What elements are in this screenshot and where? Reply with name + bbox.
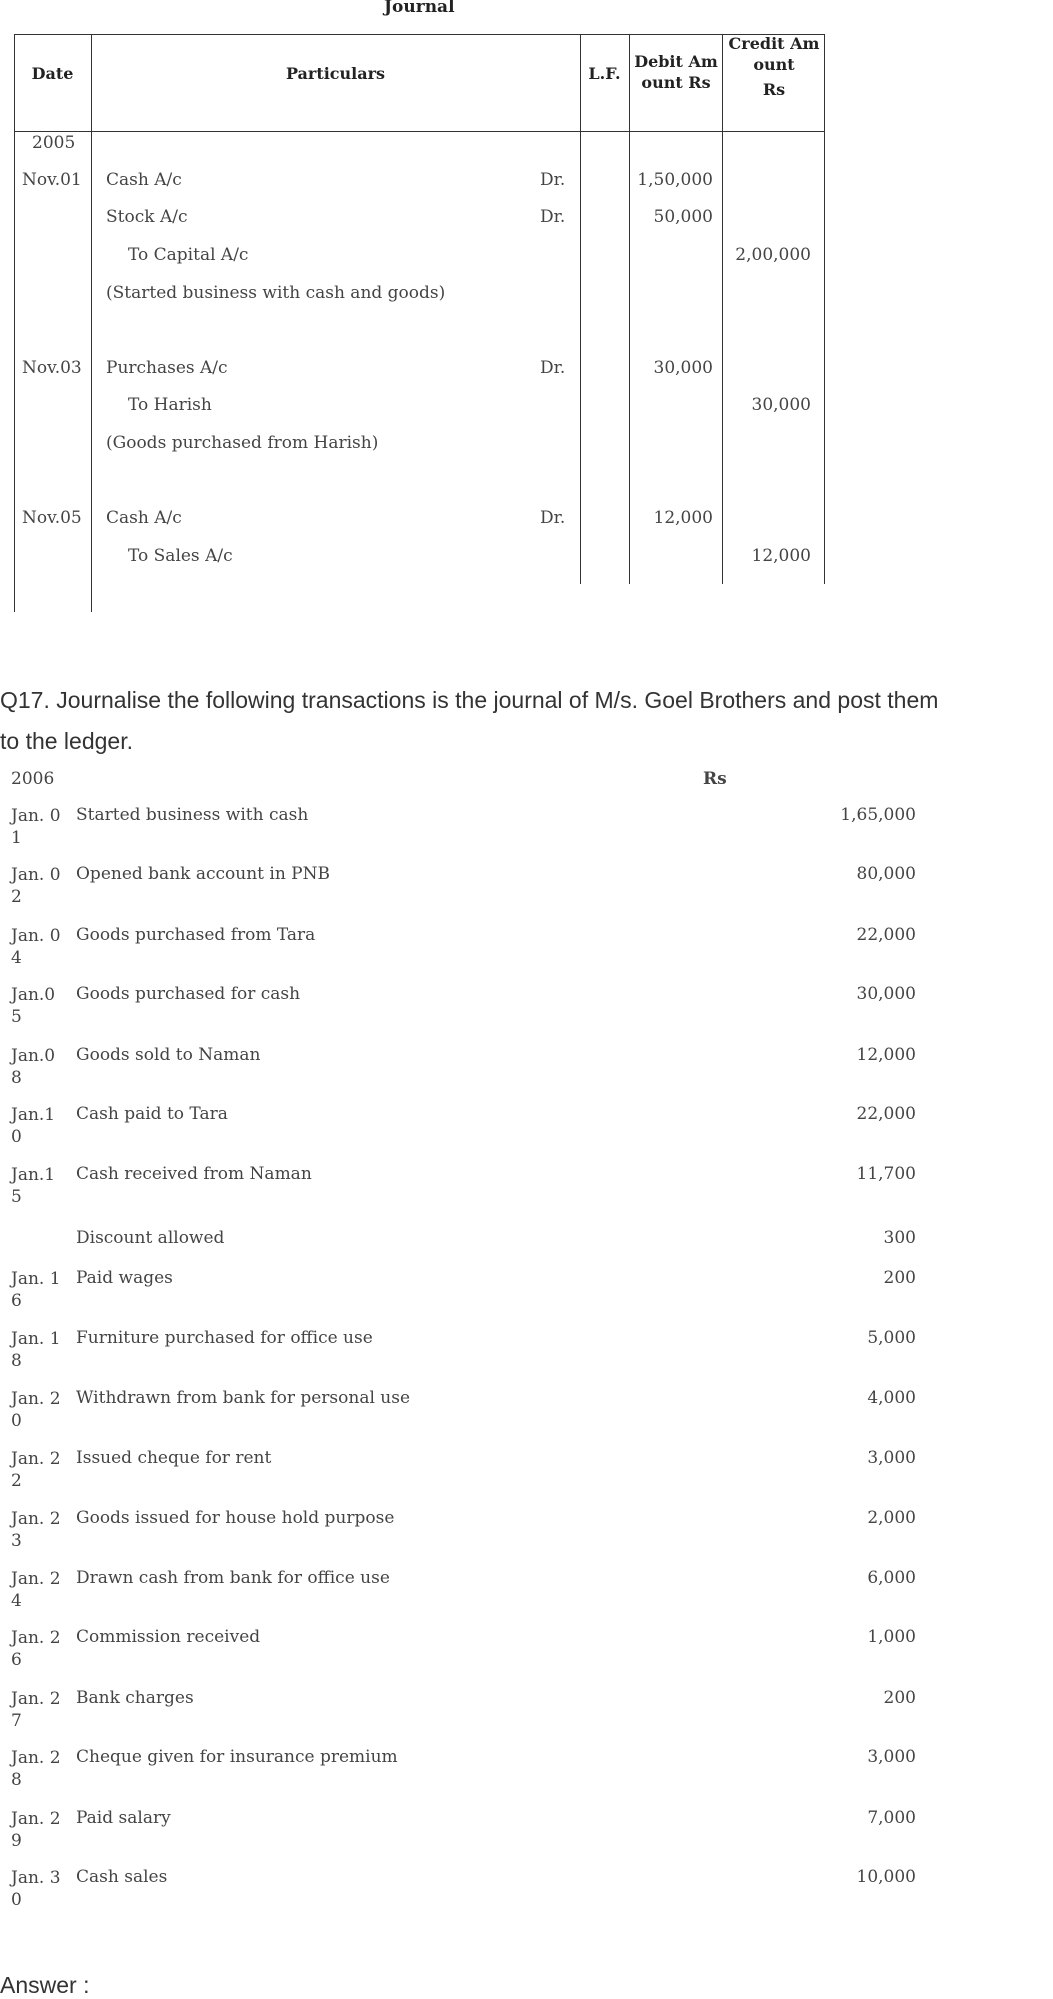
col-divider-date	[91, 34, 92, 612]
transaction-row	[0, 1747, 930, 1790]
transaction-date: Jan.15	[11, 1165, 56, 1207]
transaction-date: Jan. 24	[11, 1569, 61, 1611]
transaction-description: Withdrawn from bank for personal use	[76, 1388, 411, 1408]
transaction-date: Jan.10	[11, 1105, 56, 1147]
transaction-amount: 1,000	[867, 1627, 916, 1647]
transaction-amount: 80,000	[856, 864, 916, 884]
transactions-rs-label: Rs	[703, 769, 727, 789]
transaction-amount: 3,000	[867, 1747, 916, 1767]
journal-title: Journal	[384, 0, 455, 17]
answer-label: Answer :	[0, 1972, 90, 1998]
table-right-border	[824, 34, 825, 584]
transaction-description: Opened bank account in PNB	[76, 864, 330, 884]
transaction-amount: 200	[883, 1268, 916, 1288]
transaction-date: Jan. 26	[11, 1628, 61, 1670]
journal-row-debit: 1,50,000	[637, 170, 713, 190]
journal-row-dr: Dr.	[540, 358, 566, 378]
transaction-amount: 22,000	[856, 1104, 916, 1124]
transaction-date: Jan. 01	[11, 806, 61, 848]
journal-row-particular: To Harish	[128, 395, 212, 415]
table-left-border	[14, 34, 15, 612]
header-debit: Debit Am ount Rs	[634, 52, 718, 92]
transaction-description: Issued cheque for rent	[76, 1448, 272, 1468]
transaction-date: Jan. 02	[11, 865, 61, 907]
transaction-description: Goods purchased from Tara	[76, 925, 316, 945]
journal-row-date: Nov.03	[22, 358, 82, 378]
transaction-description: Drawn cash from bank for office use	[76, 1568, 390, 1588]
transaction-row	[0, 1448, 930, 1491]
transaction-row	[0, 1045, 930, 1088]
transaction-amount: 5,000	[867, 1328, 916, 1348]
transaction-description: Cash paid to Tara	[76, 1104, 228, 1124]
transaction-description: Cash received from Naman	[76, 1164, 312, 1184]
transaction-row	[0, 984, 930, 1027]
question-text-c: to the ledger.	[0, 728, 133, 754]
transaction-description: Goods purchased for cash	[76, 984, 301, 1004]
journal-row-credit: 12,000	[751, 546, 811, 566]
transaction-row	[0, 1627, 930, 1670]
transaction-description: Cash sales	[76, 1867, 168, 1887]
col-divider-particulars	[580, 34, 581, 584]
transaction-amount: 11,700	[856, 1164, 916, 1184]
transaction-date: Jan. 04	[11, 926, 61, 968]
transaction-amount: 10,000	[856, 1867, 916, 1887]
transaction-amount: 300	[883, 1228, 916, 1248]
journal-row-particular: Cash A/c	[106, 170, 182, 190]
transaction-date: Jan. 20	[11, 1389, 61, 1431]
transaction-row	[0, 1867, 930, 1910]
header-lf: L.F.	[588, 64, 621, 83]
transaction-date: Jan.08	[11, 1046, 56, 1088]
transaction-date: Jan.05	[11, 985, 56, 1027]
table-header-border	[14, 131, 825, 132]
header-credit	[726, 34, 822, 100]
transaction-row	[0, 1228, 930, 1268]
transaction-row	[0, 1388, 930, 1431]
transaction-amount: 7,000	[867, 1808, 916, 1828]
question-number: Q17.	[0, 687, 50, 713]
transaction-description: Bank charges	[76, 1688, 194, 1708]
transaction-date: Jan. 30	[11, 1868, 61, 1910]
header-date: Date	[31, 64, 74, 83]
transaction-description: Goods sold to Naman	[76, 1045, 261, 1065]
transaction-date: Jan. 23	[11, 1509, 61, 1551]
transaction-row	[0, 1808, 930, 1851]
journal-row-credit: 30,000	[751, 395, 811, 415]
transaction-row	[0, 805, 930, 848]
journal-row-particular: Cash A/c	[106, 508, 182, 528]
transaction-row	[0, 1268, 930, 1311]
transaction-row	[0, 1568, 930, 1611]
transaction-amount: 2,000	[867, 1508, 916, 1528]
transaction-date: Jan. 28	[11, 1748, 61, 1790]
transaction-description: Goods issued for house hold purpose	[76, 1508, 395, 1528]
transaction-row	[0, 1104, 930, 1147]
header-credit-line1: Credit Am ount	[728, 34, 820, 74]
journal-row-particular: (Goods purchased from Harish)	[106, 433, 379, 453]
header-particulars: Particulars	[285, 64, 386, 83]
transaction-date: Jan. 27	[11, 1689, 61, 1731]
transaction-amount: 1,65,000	[840, 805, 916, 825]
transaction-description: Paid salary	[76, 1808, 171, 1828]
transaction-description: Paid wages	[76, 1268, 173, 1288]
transaction-date: Jan. 29	[11, 1809, 61, 1851]
journal-row-debit: 30,000	[653, 358, 713, 378]
transaction-amount: 4,000	[867, 1388, 916, 1408]
journal-row-particular: To Sales A/c	[128, 546, 233, 566]
transaction-amount: 12,000	[856, 1045, 916, 1065]
journal-row-date: Nov.05	[22, 508, 82, 528]
transaction-description: Started business with cash	[76, 805, 309, 825]
transaction-date: Jan. 22	[11, 1449, 61, 1491]
transaction-row	[0, 864, 930, 907]
table-top-border	[14, 34, 825, 35]
journal-row-date: Nov.01	[22, 170, 82, 190]
transaction-amount: 22,000	[856, 925, 916, 945]
journal-year: 2005	[32, 133, 76, 153]
journal-row-credit: 2,00,000	[735, 245, 811, 265]
transaction-description: Discount allowed	[76, 1228, 225, 1248]
transaction-description: Cheque given for insurance premium	[76, 1747, 398, 1767]
transaction-date: Jan. 18	[11, 1329, 61, 1371]
question-firm: M/s. Goel Brothers	[594, 687, 787, 713]
journal-row-dr: Dr.	[540, 207, 566, 227]
transactions-year: 2006	[11, 769, 55, 789]
transaction-description: Commission received	[76, 1627, 261, 1647]
journal-row-debit: 50,000	[653, 207, 713, 227]
question-text-b: and post them	[786, 687, 939, 713]
journal-row-particular: (Started business with cash and goods)	[106, 283, 446, 303]
journal-row-dr: Dr.	[540, 170, 566, 190]
transaction-row	[0, 925, 930, 968]
header-credit-line2: Rs	[762, 79, 786, 99]
journal-row-debit: 12,000	[653, 508, 713, 528]
question-text	[0, 680, 1053, 762]
journal-row-particular: Purchases A/c	[106, 358, 228, 378]
question-text-a: Journalise the following transactions is the journal of	[49, 687, 595, 713]
transaction-row	[0, 1688, 930, 1731]
col-divider-lf	[629, 34, 630, 584]
transaction-row	[0, 1328, 930, 1371]
transaction-amount: 3,000	[867, 1448, 916, 1468]
journal-row-dr: Dr.	[540, 508, 566, 528]
transaction-row	[0, 1508, 930, 1551]
transaction-date: Jan. 16	[11, 1269, 61, 1311]
transaction-row	[0, 1164, 930, 1207]
journal-row-particular: Stock A/c	[106, 207, 188, 227]
transaction-description: Furniture purchased for office use	[76, 1328, 373, 1348]
journal-row-particular: To Capital A/c	[128, 245, 249, 265]
transaction-amount: 6,000	[867, 1568, 916, 1588]
col-divider-debit	[722, 34, 723, 584]
transaction-amount: 200	[883, 1688, 916, 1708]
transaction-amount: 30,000	[856, 984, 916, 1004]
